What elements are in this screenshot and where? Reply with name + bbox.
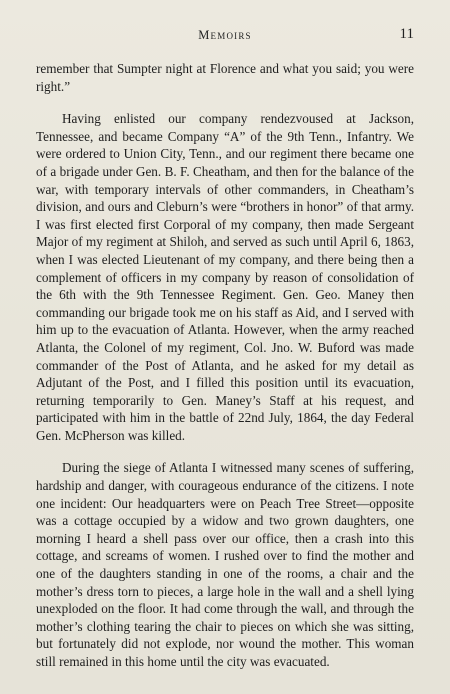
running-head: Memoirs [198,28,252,42]
body-text [36,60,414,671]
paragraph: remember that Sumpter night at Florence and what you said; you were right.” [36,61,414,94]
page-number: 11 [399,26,414,42]
page-header [36,26,414,44]
paragraph: Having enlisted our company rendezvoused at Jackson, Tennessee, and became Company “A” of the 9th Tenn., Infantry. We were ordered to Union City, Tenn., and our regiment there became one of a brigade under Gen. B. F. Cheatham, and then for the balance of the war, with temporary intervals of other commanders, in Cheatham’s division, and ours and Cleburn’s were “brothers in honor” of that army. I was first elected first Corporal of my company, then made Sergeant Major of my regiment at Shiloh, and served as such until April 6, 1863, when I was elected Lieutenant of my company, and there being then a complement of officers in my company by reason of consolidation of the 6th with the 9th Tennessee Regiment. Gen. Geo. Maney then commanding our brigade took me on his staff as Aid, and I served with him up to the evacuation of Atlanta. However, when the army reached Atlanta, the Colonel of my regiment, Col. Jno. W. Buford was made commander of the Post of Atlanta, and he asked for my detail as Adjutant of the Post, and I filled this position until its evacuation, returning temporarily to Gen. Maney’s Staff at his request, and participated with him in the battle of 22nd July, 1864, the day Federal Gen. McPherson was killed. [36,111,414,443]
paragraph: During the siege of Atlanta I witnessed many scenes of suffering, hardship and danger, with courageous endurance of the citizens. I note one incident: Our headquarters were on Peach Tree Street—opposite was a cottage occupied by a widow and two grown daughters, one morning I heard a shell pass over our office, then a crash into this cottage, and screams of women. I rushed over to find the mother and one of the daughters standing in one of the rooms, a chair and the mother’s dress torn to pieces, a large hole in the wall and a shell lying unexploded on the floor. It had come through the wall, and through the mother’s clothing tearing the chair to pieces on which she was sitting, but fortunately did not explode, nor wound the mother. This woman still remained in this home until the city was evacuated. [36,460,414,669]
